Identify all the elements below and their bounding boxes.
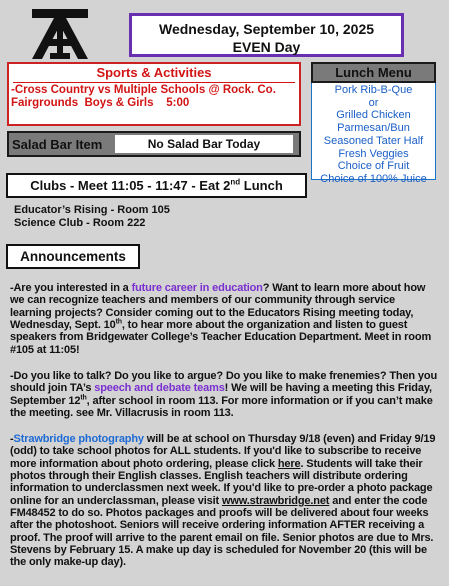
announcement-text: ? Want to learn more about how we can recognize teachers and members of our community through service learning projects? Consider coming out to the Educators Rising meeting today, Wednesday, Sept. 10	[10, 282, 426, 332]
announcements-heading: Announcements	[6, 244, 140, 269]
announcement-educators-rising	[10, 282, 439, 356]
day-type-text: EVEN Day	[232, 39, 301, 55]
announcement-text: ! We will be having a meeting this Friday, September 12	[10, 382, 432, 407]
lunch-menu-list	[311, 83, 436, 185]
sports-event-line: Fairgrounds Boys & Girls 5:00	[11, 97, 190, 109]
salad-bar-label: Salad Bar Item	[12, 137, 103, 152]
clubs-heading	[6, 173, 307, 198]
strawbridge-url-link[interactable]: www.strawbridge.net	[221, 494, 330, 507]
strawbridge-photography-link[interactable]: Strawbridge photography	[13, 433, 144, 445]
sports-title: Sports & Activities	[96, 65, 212, 80]
announcement-text: will be at school on Thursday 9/18 (even) and Friday 9/19 (odd) to take school photos for ALL students. If you'd like to subscribe to receive more information about photo ordering, please click	[10, 433, 436, 470]
announcement-text: . Students will take their photos through their English classes. English teachers will distribute ordering information to underclassmen next week. If you'd like to pre-order a photo package online for an underclassman, please visit	[10, 457, 433, 507]
lunch-item: Grilled Chicken	[336, 109, 411, 122]
career-education-link[interactable]: future career in education	[131, 282, 263, 294]
school-logo	[32, 9, 88, 59]
clubs-heading-text: Clubs - Meet 11:05 - 11:47 - Eat 2	[30, 178, 231, 193]
lunch-menu-title: Lunch Menu	[311, 62, 436, 83]
lunch-item: or	[368, 96, 379, 109]
announcement-text: , to hear more about the organization and listen to guest speakers from Bridgewater College’s Teacher Education Department. Meet in room #105 at 11:05!	[10, 319, 432, 356]
clubs-list	[14, 204, 170, 230]
club-item: Science Club - Room 222	[14, 217, 146, 229]
announcement-text: and enter the code FM48452 to do so. Photos packages and proofs will be delivered about four weeks after the photoshoot. Seniors will receive ordering information AFTER receiving a proof. The proof will arrive to the parent email on file. Senior photos are due to Mrs. Stevens by February 15. A make up day is scheduled for November 20 (this will be the only make-up day).	[10, 494, 434, 569]
club-item: Educator’s Rising - Room 105	[14, 204, 170, 216]
announcement-photography	[10, 433, 439, 569]
announcement-text: -Do you like to talk? Do you like to argue? Do you like to make frenemies? Then you should join TA’s	[10, 370, 438, 395]
lunch-item: Pork Rib-B-Que	[334, 84, 413, 96]
clubs-heading-sup: nd	[230, 177, 241, 187]
lunch-item: Parmesan/Bun	[337, 122, 410, 135]
date-header	[129, 13, 404, 57]
salad-bar-value: No Salad Bar Today	[115, 135, 293, 153]
lunch-item: Fresh Veggies	[338, 147, 409, 160]
lunch-item: Choice of 100% Juice	[320, 172, 427, 185]
speech-debate-link[interactable]: speech and debate teams	[94, 382, 225, 395]
announcement-text: , after school in room 113. For more information or if you can’t make the meeting. see Mr. Villacrusis in room 113.	[10, 394, 433, 420]
lunch-item: Seasoned Tater Half	[323, 134, 424, 147]
announcement-text: -Are you interested in a	[10, 282, 132, 294]
date-text: Wednesday, September 10, 2025	[158, 21, 375, 37]
announcement-text: -	[10, 433, 14, 445]
clubs-heading-suffix: Lunch	[240, 178, 283, 193]
announcement-sup: th	[115, 318, 122, 326]
sports-event-line: -Cross Country vs Multiple Schools @ Rock. Co.	[11, 84, 276, 96]
announcement-sup: th	[80, 394, 87, 402]
lunch-item: Choice of Fruit	[337, 160, 410, 173]
sports-activities-box	[7, 62, 301, 126]
salad-bar-box	[7, 131, 301, 157]
announcement-speech-debate	[10, 370, 439, 419]
here-link[interactable]: here	[277, 457, 301, 470]
